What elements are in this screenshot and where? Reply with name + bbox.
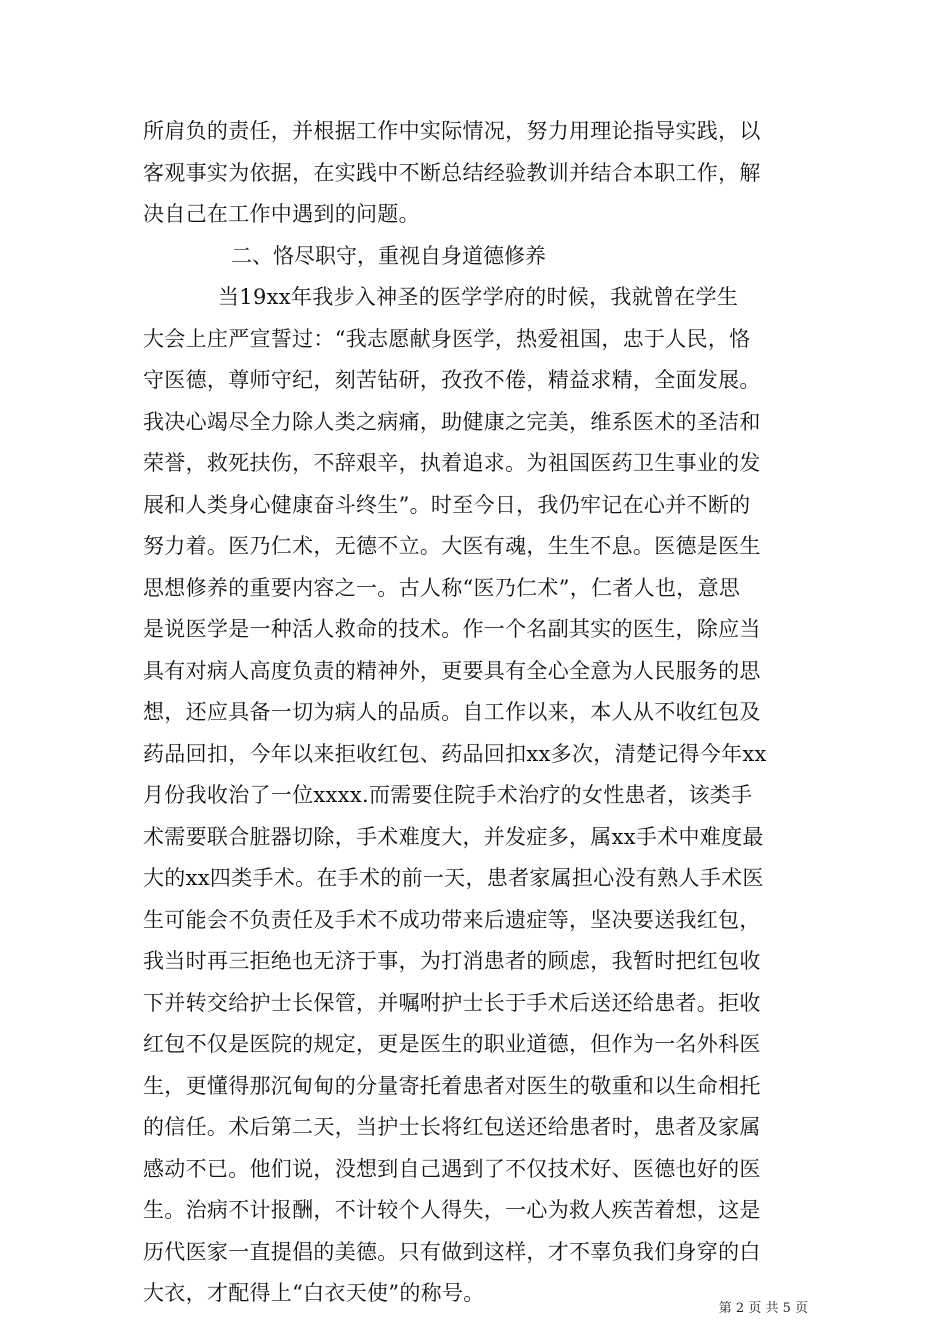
paragraph-line: 决自己在工作中遇到的问题。 bbox=[143, 202, 420, 226]
paragraph-line: 生，更懂得那沉甸甸的分量寄托着患者对医生的敬重和以生命相托 bbox=[143, 1074, 761, 1098]
paragraph-line: 月份我收治了一位xxxx.而需要住院手术治疗的女性患者，该类手 bbox=[143, 783, 753, 807]
page-number: 第 2 页 共 5 页 bbox=[718, 1301, 808, 1316]
paragraph-line: 我当时再三拒绝也无济于事，为打消患者的顾虑，我暂时把红包收 bbox=[143, 949, 761, 973]
paragraph-line: 当19xx年我步入神圣的医学学府的时候，我就曾在学生 bbox=[218, 285, 739, 309]
paragraph-line: 药品回扣，今年以来拒收红包、药品回扣xx多次，清楚记得今年xx bbox=[143, 742, 767, 766]
paragraph-line: 的信任。术后第二天，当护士长将红包送还给患者时，患者及家属 bbox=[143, 1115, 761, 1139]
paragraph-line: 思想修养的重要内容之一。古人称“医乃仁术”，仁者人也，意思 bbox=[143, 576, 741, 600]
section-heading: 二、恪尽职守，重视自身道德修养 bbox=[231, 244, 546, 268]
paragraph-line: 红包不仅是医院的规定，更是医生的职业道德，但作为一名外科医 bbox=[143, 1032, 761, 1056]
paragraph-line: 守医德，尊师守纪，刻苦钻研，孜孜不倦，精益求精，全面发展。 bbox=[143, 368, 761, 392]
paragraph-line: 感动不已。他们说，没想到自己遇到了不仅技术好、医德也好的医 bbox=[143, 1157, 761, 1181]
paragraph-line: 想，还应具备一切为病人的品质。自工作以来，本人从不收红包及 bbox=[143, 700, 761, 724]
paragraph-line: 荣誉，救死扶伤，不辞艰辛，执着追求。为祖国医药卫生事业的发 bbox=[143, 451, 761, 475]
paragraph-line: 术需要联合脏器切除，手术难度大，并发症多，属xx手术中难度最 bbox=[143, 825, 764, 849]
paragraph-line: 下并转交给护士长保管，并嘱咐护士长于手术后送还给患者。拒收 bbox=[143, 991, 761, 1015]
paragraph-line: 我决心竭尽全力除人类之病痛，助健康之完美，维系医术的圣洁和 bbox=[143, 410, 761, 434]
paragraph-line: 所肩负的责任，并根据工作中实际情况，努力用理论指导实践，以 bbox=[143, 119, 761, 143]
paragraph-line: 大会上庄严宣誓过：“我志愿献身医学，热爱祖国，忠于人民，恪 bbox=[143, 327, 751, 351]
paragraph-line: 展和人类身心健康奋斗终生”。时至今日，我仍牢记在心并不断的 bbox=[143, 493, 751, 517]
paragraph-line: 客观事实为依据，在实践中不断总结经验教训并结合本职工作，解 bbox=[143, 161, 761, 185]
paragraph-line: 具有对病人高度负责的精神外，更要具有全心全意为人民服务的思 bbox=[143, 659, 761, 683]
paragraph-line: 历代医家一直提倡的美德。只有做到这样，才不辜负我们身穿的白 bbox=[143, 1240, 761, 1264]
paragraph-line: 生。治病不计报酬，不计较个人得失，一心为救人疾苦着想，这是 bbox=[143, 1198, 761, 1222]
paragraph-line: 大的xx四类手术。在手术的前一天，患者家属担心没有熟人手术医 bbox=[143, 866, 764, 890]
paragraph-line: 大衣，才配得上“白衣天使”的称号。 bbox=[143, 1281, 485, 1305]
paragraph-line: 努力着。医乃仁术，无德不立。大医有魂，生生不息。医德是医生 bbox=[143, 534, 761, 558]
paragraph-line: 是说医学是一种活人救命的技术。作一个名副其实的医生，除应当 bbox=[143, 617, 761, 641]
paragraph-line: 生可能会不负责任及手术不成功带来后遗症等，坚决要送我红包， bbox=[143, 908, 761, 932]
